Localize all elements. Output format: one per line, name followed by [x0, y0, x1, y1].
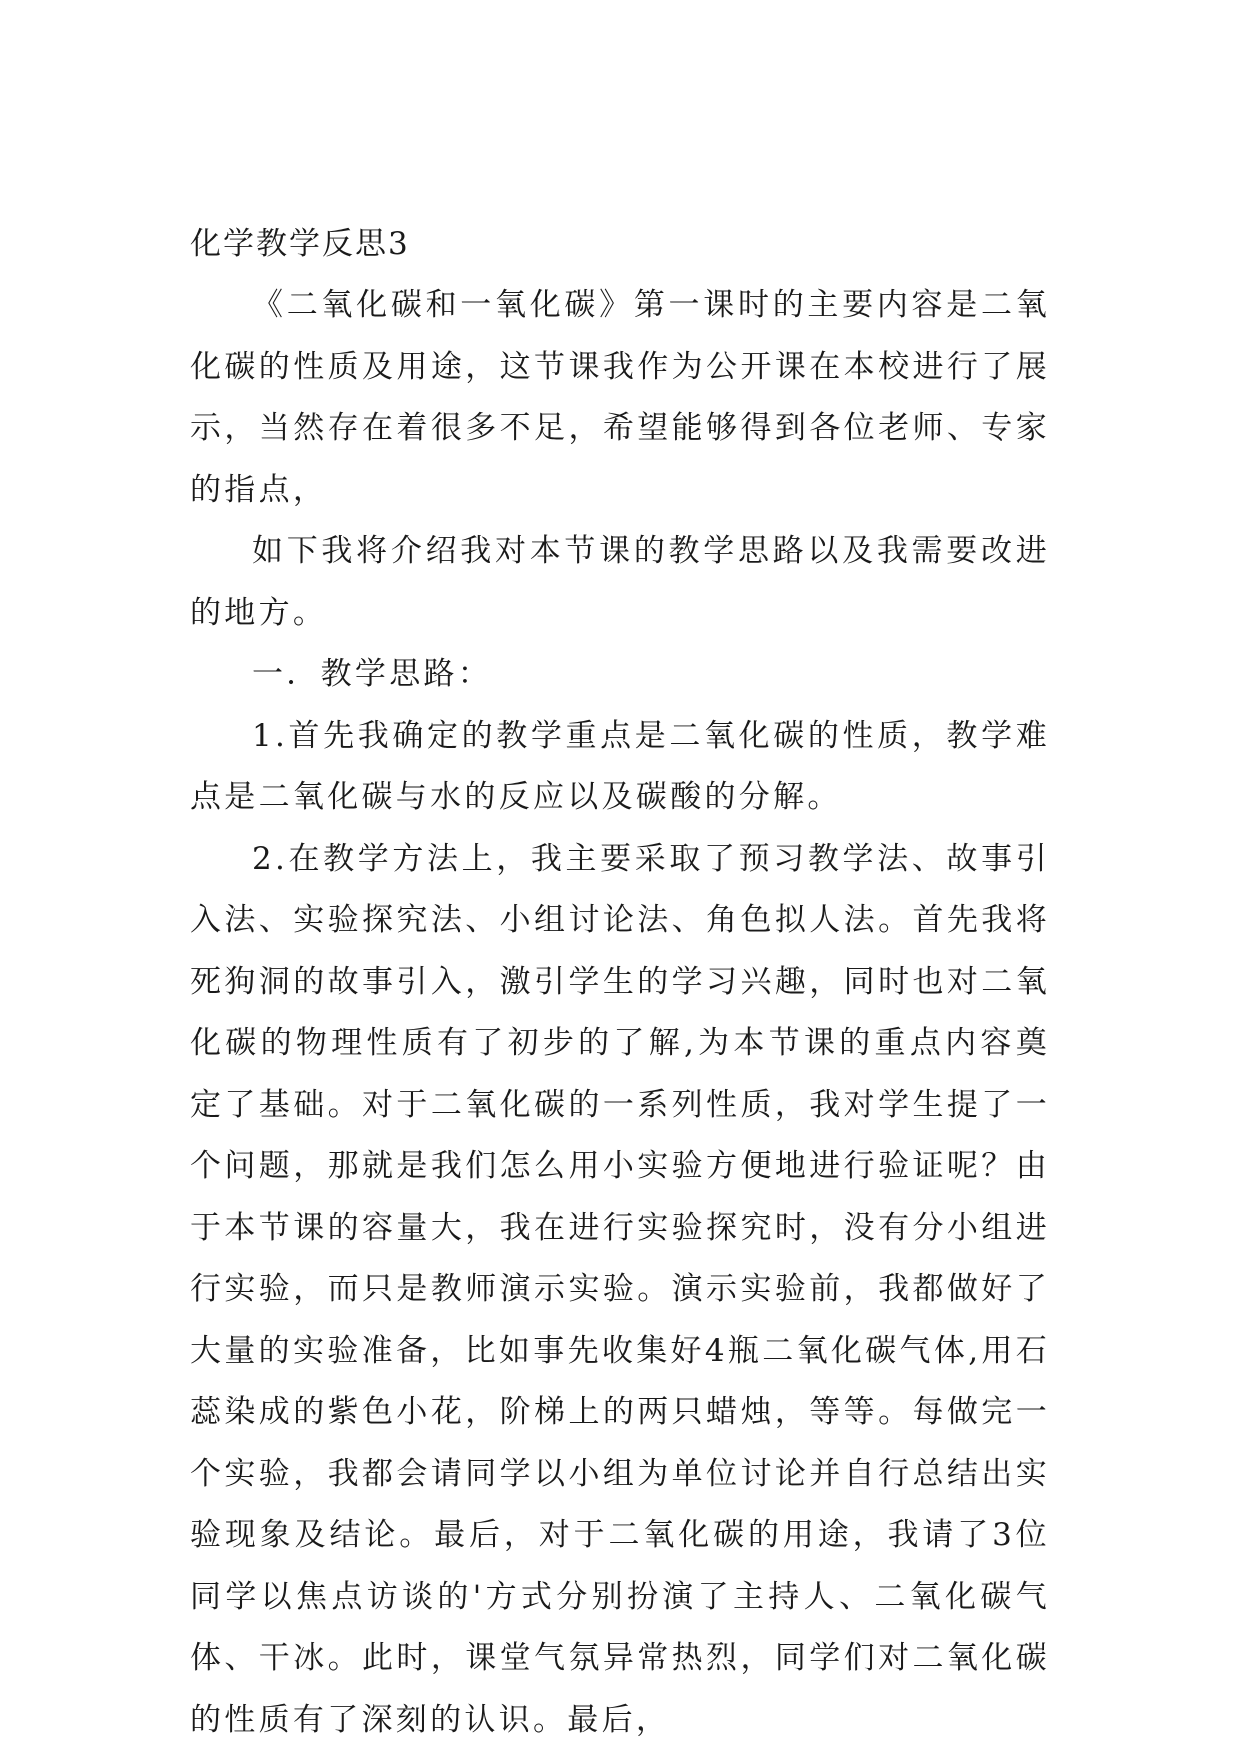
paragraph-point-2: 2.在教学方法上，我主要采取了预习教学法、故事引入法、实验探究法、小组讨论法、角色拟人法。首先我将死狗洞的故事引入，激引学生的学习兴趣，同时也对二氧化碳的物理性质有了初步的了解,为本节课的重点内容奠定了基础。对于二氧化碳的一系列性质，我对学生提了一个问题，那就是我们怎么用小实验方便地进行验证呢？由于本节课的容量大，我在进行实验探究时，没有分小组进行实验，而只是教师演示实验。演示实验前，我都做好了大量的实验准备，比如事先收集好4瓶二氧化碳气体,用石蕊染成的紫色小花，阶梯上的两只蜡烛，等等。每做完一个实验，我都会请同学以小组为单位讨论并自行总结出实验现象及结论。最后，对于二氧化碳的用途，我请了3位同学以焦点访谈的'方式分别扮演了主持人、二氧化碳气体、干冰。此时，课堂气氛异常热烈，同学们对二氧化碳的性质有了深刻的认识。最后， — [190, 840, 1050, 1738]
section-heading-teaching-approach: 一．教学思路： — [252, 656, 493, 692]
paragraph-point-1: 1.首先我确定的教学重点是二氧化碳的性质，教学难点是二氧化碳与水的反应以及碳酸的分解。 — [190, 717, 1050, 815]
document-body — [190, 214, 1050, 1751]
paragraph-overview: 如下我将介绍我对本节课的教学思路以及我需要改进的地方。 — [190, 533, 1050, 631]
document-title: 化学教学反思3 — [190, 226, 410, 262]
paragraph-intro: 《二氧化碳和一氧化碳》第一课时的主要内容是二氧化碳的性质及用途，这节课我作为公开课在本校进行了展示，当然存在着很多不足，希望能够得到各位老师、专家的指点， — [190, 287, 1050, 508]
